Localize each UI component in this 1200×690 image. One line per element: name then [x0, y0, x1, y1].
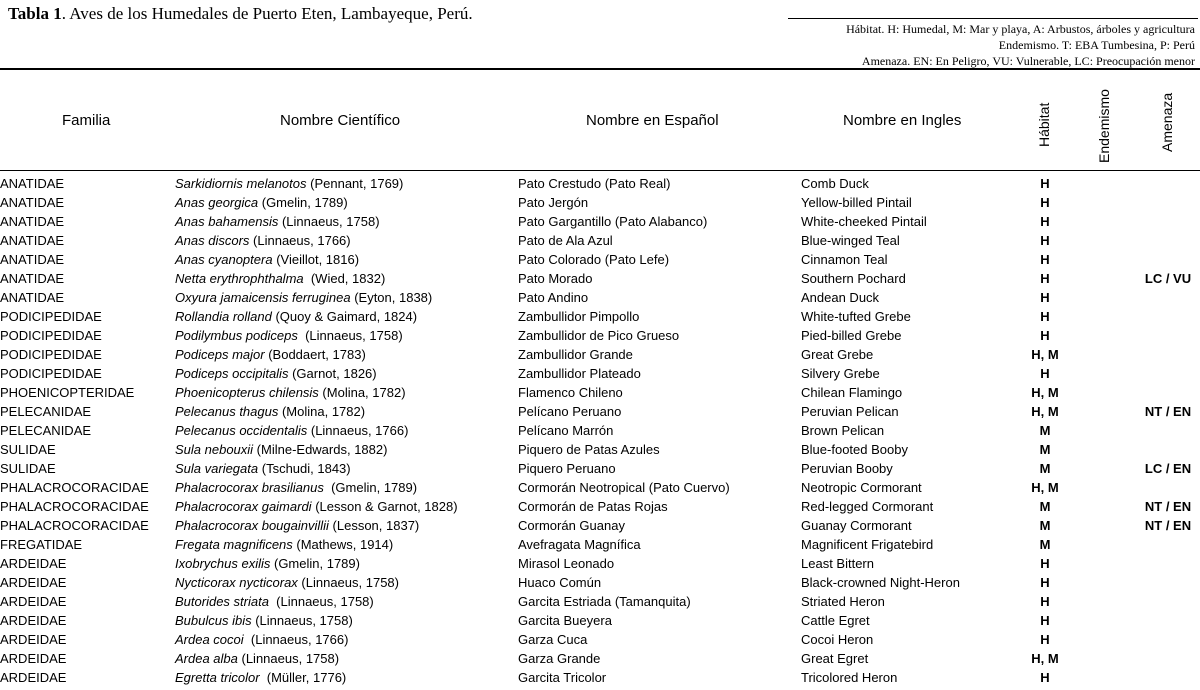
- cell-endemismo: [1089, 288, 1144, 307]
- scientific-author: (Boddaert, 1783): [264, 347, 366, 362]
- cell-endemismo: [1089, 269, 1144, 288]
- scientific-name: Oxyura jamaicensis ferruginea: [175, 290, 351, 305]
- cell-amenaza: [1144, 193, 1192, 212]
- header-endemismo: Endemismo: [1096, 89, 1112, 163]
- cell-endemismo: [1089, 516, 1144, 535]
- cell-familia: ANATIDAE: [0, 195, 65, 210]
- table-caption: [8, 4, 473, 24]
- cell-endemismo: [1089, 573, 1144, 592]
- cell-habitat: H, M: [1031, 347, 1059, 362]
- cell-habitat: M: [1039, 499, 1051, 514]
- scientific-author: (Linnaeus, 1758): [237, 651, 340, 666]
- cell-nombre-cientifico: [175, 478, 518, 497]
- scientific-author: (Vieillot, 1816): [272, 252, 360, 267]
- legend-habitat: Hábitat. H: Humedal, M: Mar y playa, A: Arbustos, árboles y agricultura: [846, 22, 1195, 36]
- cell-nombre-espanol: Piquero Peruano: [518, 461, 616, 476]
- table-row: [0, 459, 1192, 478]
- cell-habitat: H: [1040, 366, 1050, 381]
- scientific-author: (Linnaeus, 1766): [307, 423, 409, 438]
- cell-habitat: H: [1040, 214, 1050, 229]
- header-nombre-ingles: Nombre en Ingles: [843, 112, 962, 129]
- cell-nombre-cientifico: [175, 554, 518, 573]
- cell-nombre-ingles: Yellow-billed Pintail: [801, 195, 912, 210]
- cell-endemismo: [1089, 402, 1144, 421]
- cell-habitat: H: [1040, 556, 1050, 571]
- cell-habitat: H: [1040, 575, 1050, 590]
- cell-amenaza: [1144, 554, 1192, 573]
- cell-familia: PELECANIDAE: [0, 423, 92, 438]
- scientific-name: Podiceps occipitalis: [175, 366, 289, 381]
- cell-nombre-cientifico: [175, 193, 518, 212]
- cell-amenaza: [1144, 611, 1192, 630]
- cell-familia: PHALACROCORACIDAE: [0, 480, 149, 495]
- cell-habitat: M: [1039, 423, 1051, 438]
- cell-nombre-espanol: Cormorán de Patas Rojas: [518, 499, 668, 514]
- cell-endemismo: [1089, 630, 1144, 649]
- cell-nombre-ingles: White-cheeked Pintail: [801, 214, 927, 229]
- cell-habitat: H: [1040, 632, 1050, 647]
- table-row: [0, 193, 1192, 212]
- cell-nombre-ingles: White-tufted Grebe: [801, 309, 911, 324]
- scientific-name: Phalacrocorax bougainvillii: [175, 518, 329, 533]
- cell-nombre-cientifico: [175, 307, 518, 326]
- cell-nombre-espanol: Pato Colorado (Pato Lefe): [518, 252, 670, 267]
- cell-endemismo: [1089, 174, 1144, 193]
- scientific-name: Netta erythrophthalma: [175, 271, 304, 286]
- cell-nombre-cientifico: [175, 516, 518, 535]
- cell-familia: ARDEIDAE: [0, 651, 67, 666]
- cell-nombre-cientifico: [175, 174, 518, 193]
- cell-nombre-espanol: Cormorán Guanay: [518, 518, 625, 533]
- scientific-author: (Quoy & Gaimard, 1824): [271, 309, 418, 324]
- table-row: [0, 288, 1192, 307]
- scientific-author: (Linnaeus, 1766): [249, 233, 351, 248]
- scientific-name: Phalacrocorax brasilianus: [175, 480, 324, 495]
- cell-nombre-ingles: Southern Pochard: [801, 271, 906, 286]
- cell-nombre-cientifico: [175, 630, 518, 649]
- scientific-author: (Lesson, 1837): [328, 518, 420, 533]
- cell-endemismo: [1089, 307, 1144, 326]
- cell-amenaza: LC / EN: [1144, 461, 1192, 476]
- cell-familia: ANATIDAE: [0, 233, 65, 248]
- cell-endemismo: [1089, 383, 1144, 402]
- scientific-author: (Mathews, 1914): [292, 537, 394, 552]
- table-row: [0, 364, 1192, 383]
- cell-habitat: H: [1040, 271, 1050, 286]
- cell-amenaza: [1144, 345, 1192, 364]
- cell-nombre-ingles: Red-legged Cormorant: [801, 499, 934, 514]
- cell-nombre-espanol: Pato Gargantillo (Pato Alabanco): [518, 214, 708, 229]
- table-number: Tabla 1: [8, 4, 62, 23]
- scientific-author: (Linnaeus, 1758): [268, 594, 374, 609]
- cell-nombre-cientifico: [175, 535, 518, 554]
- cell-nombre-ingles: Magnificent Frigatebird: [801, 537, 934, 552]
- table-title: . Aves de los Humedales de Puerto Eten, Lambayeque, Perú.: [61, 4, 473, 23]
- cell-nombre-ingles: Andean Duck: [801, 290, 880, 305]
- scientific-name: Rollandia rolland: [175, 309, 272, 324]
- cell-nombre-espanol: Avefragata Magnífica: [518, 537, 641, 552]
- table-row: [0, 307, 1192, 326]
- cell-habitat: H: [1040, 176, 1050, 191]
- cell-endemismo: [1089, 440, 1144, 459]
- scientific-name: Anas discors: [175, 233, 250, 248]
- cell-nombre-ingles: Cocoi Heron: [801, 632, 874, 647]
- scientific-author: (Pennant, 1769): [306, 176, 404, 191]
- cell-amenaza: [1144, 326, 1192, 345]
- scientific-author: (Molina, 1782): [318, 385, 406, 400]
- cell-habitat: M: [1039, 461, 1051, 476]
- cell-endemismo: [1089, 497, 1144, 516]
- species-table: [0, 174, 1192, 687]
- cell-nombre-ingles: Peruvian Booby: [801, 461, 893, 476]
- cell-endemismo: [1089, 554, 1144, 573]
- cell-endemismo: [1089, 611, 1144, 630]
- cell-nombre-ingles: Blue-winged Teal: [801, 233, 900, 248]
- cell-amenaza: [1144, 592, 1192, 611]
- cell-endemismo: [1089, 421, 1144, 440]
- cell-nombre-cientifico: [175, 592, 518, 611]
- header-nombre-espanol: Nombre en Español: [586, 112, 719, 129]
- cell-habitat: H: [1040, 309, 1050, 324]
- cell-habitat: H: [1040, 328, 1050, 343]
- scientific-name: Phoenicopterus chilensis: [175, 385, 319, 400]
- cell-nombre-ingles: Neotropic Cormorant: [801, 480, 922, 495]
- cell-nombre-espanol: Garza Cuca: [518, 632, 588, 647]
- species-table-body: [0, 174, 1192, 687]
- cell-nombre-cientifico: [175, 288, 518, 307]
- cell-endemismo: [1089, 364, 1144, 383]
- cell-familia: ANATIDAE: [0, 214, 65, 229]
- cell-endemismo: [1089, 535, 1144, 554]
- table-row: [0, 440, 1192, 459]
- scientific-author: (Gmelin, 1789): [270, 556, 360, 571]
- cell-endemismo: [1089, 231, 1144, 250]
- cell-familia: SULIDAE: [0, 461, 56, 476]
- scientific-name: Nycticorax nycticorax: [175, 575, 298, 590]
- scientific-name: Egretta tricolor: [175, 670, 260, 685]
- cell-habitat: H: [1040, 195, 1050, 210]
- scientific-name: Ardea alba: [175, 651, 238, 666]
- cell-endemismo: [1089, 345, 1144, 364]
- cell-nombre-espanol: Pato Jergón: [518, 195, 589, 210]
- legend-amenaza: Amenaza. EN: En Peligro, VU: Vulnerable, LC: Preocupación menor: [861, 54, 1195, 68]
- cell-familia: ARDEIDAE: [0, 613, 67, 628]
- cell-nombre-ingles: Striated Heron: [801, 594, 885, 609]
- scientific-name: Sula variegata: [175, 461, 259, 476]
- cell-familia: PHOENICOPTERIDAE: [0, 385, 135, 400]
- scientific-author: (Linnaeus, 1758): [278, 214, 380, 229]
- scientific-author: (Linnaeus, 1758): [251, 613, 353, 628]
- cell-habitat: M: [1039, 537, 1051, 552]
- cell-nombre-cientifico: [175, 649, 518, 668]
- cell-habitat: H: [1040, 594, 1050, 609]
- cell-nombre-espanol: Mirasol Leonado: [518, 556, 615, 571]
- cell-habitat: H, M: [1031, 385, 1059, 400]
- cell-nombre-ingles: Chilean Flamingo: [801, 385, 903, 400]
- cell-nombre-ingles: Brown Pelican: [801, 423, 885, 438]
- cell-nombre-espanol: Pato Crestudo (Pato Real): [518, 176, 671, 191]
- scientific-name: Podilymbus podiceps: [175, 328, 298, 343]
- cell-endemismo: [1089, 326, 1144, 345]
- cell-familia: ANATIDAE: [0, 271, 65, 286]
- scientific-name: Anas cyanoptera: [175, 252, 273, 267]
- cell-familia: PODICIPEDIDAE: [0, 309, 102, 324]
- scientific-author: (Wied, 1832): [303, 271, 386, 286]
- scientific-name: Pelecanus thagus: [175, 404, 279, 419]
- cell-familia: PODICIPEDIDAE: [0, 347, 102, 362]
- table-row: [0, 630, 1192, 649]
- cell-nombre-espanol: Huaco Común: [518, 575, 602, 590]
- table-row: [0, 611, 1192, 630]
- cell-nombre-espanol: Garcita Estriada (Tamanquita): [518, 594, 691, 609]
- header-familia: Familia: [62, 112, 111, 129]
- header-bottom-rule: [0, 170, 1200, 171]
- cell-amenaza: [1144, 364, 1192, 383]
- cell-nombre-ingles: Comb Duck: [801, 176, 869, 191]
- cell-nombre-espanol: Zambullidor Grande: [518, 347, 633, 362]
- cell-nombre-ingles: Great Egret: [801, 651, 869, 666]
- cell-nombre-ingles: Pied-billed Grebe: [801, 328, 902, 343]
- cell-nombre-cientifico: [175, 231, 518, 250]
- cell-nombre-cientifico: [175, 573, 518, 592]
- cell-familia: PODICIPEDIDAE: [0, 328, 102, 343]
- cell-amenaza: NT / EN: [1144, 404, 1192, 419]
- header-top-rule: [0, 68, 1200, 70]
- cell-habitat: H: [1040, 252, 1050, 267]
- cell-familia: ARDEIDAE: [0, 632, 67, 647]
- table-row: [0, 345, 1192, 364]
- table-row: [0, 231, 1192, 250]
- scientific-author: (Linnaeus, 1758): [297, 575, 399, 590]
- scientific-author: (Milne-Edwards, 1882): [253, 442, 388, 457]
- legend-divider: [788, 18, 1198, 19]
- cell-nombre-espanol: Pelícano Marrón: [518, 423, 614, 438]
- cell-familia: PELECANIDAE: [0, 404, 92, 419]
- cell-nombre-espanol: Pato Andino: [518, 290, 589, 305]
- table-row: [0, 212, 1192, 231]
- cell-habitat: H: [1040, 670, 1050, 685]
- header-habitat: Hábitat: [1036, 102, 1052, 147]
- cell-endemismo: [1089, 668, 1144, 687]
- scientific-author: (Molina, 1782): [278, 404, 366, 419]
- table-row: [0, 250, 1192, 269]
- scientific-name: Pelecanus occidentalis: [175, 423, 308, 438]
- cell-nombre-cientifico: [175, 345, 518, 364]
- table-row: [0, 421, 1192, 440]
- cell-familia: ANATIDAE: [0, 176, 65, 191]
- cell-amenaza: LC / VU: [1144, 271, 1192, 286]
- cell-familia: ANATIDAE: [0, 252, 65, 267]
- scientific-name: Podiceps major: [175, 347, 265, 362]
- table-row: [0, 516, 1192, 535]
- header-nombre-cientifico: Nombre Científico: [280, 112, 401, 129]
- scientific-author: (Linnaeus, 1766): [243, 632, 349, 647]
- cell-endemismo: [1089, 478, 1144, 497]
- cell-amenaza: NT / EN: [1144, 518, 1192, 533]
- scientific-name: Anas georgica: [175, 195, 259, 210]
- cell-familia: PODICIPEDIDAE: [0, 366, 102, 381]
- cell-nombre-espanol: Pato Morado: [518, 271, 593, 286]
- cell-familia: PHALACROCORACIDAE: [0, 499, 149, 514]
- cell-familia: ARDEIDAE: [0, 575, 67, 590]
- cell-habitat: H: [1040, 290, 1050, 305]
- cell-nombre-cientifico: [175, 497, 518, 516]
- cell-endemismo: [1089, 193, 1144, 212]
- table-row: [0, 478, 1192, 497]
- cell-nombre-ingles: Least Bittern: [801, 556, 874, 571]
- cell-nombre-cientifico: [175, 611, 518, 630]
- cell-habitat: M: [1039, 442, 1051, 457]
- cell-nombre-ingles: Tricolored Heron: [801, 670, 898, 685]
- cell-amenaza: NT / EN: [1144, 499, 1192, 514]
- scientific-author: (Gmelin, 1789): [323, 480, 418, 495]
- cell-endemismo: [1089, 649, 1144, 668]
- cell-nombre-espanol: Zambullidor Plateado: [518, 366, 641, 381]
- cell-amenaza: [1144, 421, 1192, 440]
- scientific-name: Bubulcus ibis: [175, 613, 252, 628]
- cell-amenaza: [1144, 212, 1192, 231]
- cell-familia: ARDEIDAE: [0, 670, 67, 685]
- scientific-name: Sula nebouxii: [175, 442, 254, 457]
- cell-amenaza: [1144, 573, 1192, 592]
- table-row: [0, 174, 1192, 193]
- scientific-name: Butorides striata: [175, 594, 269, 609]
- table-row: [0, 554, 1192, 573]
- scientific-name: Anas bahamensis: [175, 214, 279, 229]
- cell-endemismo: [1089, 459, 1144, 478]
- cell-amenaza: [1144, 250, 1192, 269]
- cell-nombre-espanol: Zambullidor Pimpollo: [518, 309, 640, 324]
- cell-nombre-ingles: Black-crowned Night-Heron: [801, 575, 960, 590]
- scientific-author: (Müller, 1776): [259, 670, 347, 685]
- cell-amenaza: [1144, 231, 1192, 250]
- cell-nombre-espanol: Cormorán Neotropical (Pato Cuervo): [518, 480, 730, 495]
- cell-nombre-espanol: Pelícano Peruano: [518, 404, 622, 419]
- scientific-name: Ixobrychus exilis: [175, 556, 271, 571]
- cell-nombre-ingles: Cinnamon Teal: [801, 252, 888, 267]
- table-row: [0, 649, 1192, 668]
- cell-nombre-espanol: Garcita Bueyera: [518, 613, 612, 628]
- cell-familia: ARDEIDAE: [0, 594, 67, 609]
- cell-nombre-cientifico: [175, 383, 518, 402]
- table-row: [0, 402, 1192, 421]
- scientific-author: (Garnot, 1826): [288, 366, 377, 381]
- cell-habitat: H, M: [1031, 651, 1059, 666]
- cell-endemismo: [1089, 592, 1144, 611]
- scientific-author: (Tschudi, 1843): [258, 461, 351, 476]
- cell-amenaza: [1144, 649, 1192, 668]
- scientific-author: (Eyton, 1838): [350, 290, 433, 305]
- cell-habitat: H, M: [1031, 480, 1059, 495]
- table-row: [0, 535, 1192, 554]
- cell-nombre-espanol: Flamenco Chileno: [518, 385, 623, 400]
- cell-nombre-cientifico: [175, 269, 518, 288]
- cell-nombre-espanol: Pato de Ala Azul: [518, 233, 613, 248]
- cell-nombre-ingles: Great Grebe: [801, 347, 874, 362]
- cell-nombre-espanol: Zambullidor de Pico Grueso: [518, 328, 680, 343]
- scientific-author: (Lesson & Garnot, 1828): [311, 499, 458, 514]
- cell-nombre-ingles: Blue-footed Booby: [801, 442, 908, 457]
- cell-familia: ANATIDAE: [0, 290, 65, 305]
- cell-habitat: H, M: [1031, 404, 1059, 419]
- cell-nombre-cientifico: [175, 364, 518, 383]
- table-row: [0, 668, 1192, 687]
- cell-nombre-cientifico: [175, 668, 518, 687]
- cell-nombre-cientifico: [175, 440, 518, 459]
- scientific-name: Ardea cocoi: [175, 632, 244, 647]
- cell-nombre-cientifico: [175, 402, 518, 421]
- cell-amenaza: [1144, 307, 1192, 326]
- cell-nombre-ingles: Peruvian Pelican: [801, 404, 899, 419]
- cell-nombre-cientifico: [175, 250, 518, 269]
- cell-nombre-ingles: Cattle Egret: [801, 613, 870, 628]
- cell-nombre-ingles: Guanay Cormorant: [801, 518, 912, 533]
- legend-endemismo: Endemismo. T: EBA Tumbesina, P: Perú: [998, 38, 1195, 52]
- scientific-name: Fregata magnificens: [175, 537, 293, 552]
- cell-nombre-cientifico: [175, 459, 518, 478]
- cell-nombre-cientifico: [175, 326, 518, 345]
- cell-familia: ARDEIDAE: [0, 556, 67, 571]
- scientific-author: (Linnaeus, 1758): [297, 328, 403, 343]
- cell-nombre-espanol: Piquero de Patas Azules: [518, 442, 660, 457]
- cell-nombre-espanol: Garcita Tricolor: [518, 670, 607, 685]
- cell-familia: SULIDAE: [0, 442, 56, 457]
- table-row: [0, 573, 1192, 592]
- scientific-name: Sarkidiornis melanotos: [175, 176, 307, 191]
- cell-amenaza: [1144, 288, 1192, 307]
- cell-nombre-espanol: Garza Grande: [518, 651, 601, 666]
- cell-amenaza: [1144, 535, 1192, 554]
- cell-endemismo: [1089, 212, 1144, 231]
- cell-amenaza: [1144, 630, 1192, 649]
- table-legend: [846, 21, 1195, 69]
- cell-nombre-cientifico: [175, 421, 518, 440]
- table-row: [0, 497, 1192, 516]
- table-row: [0, 592, 1192, 611]
- header-amenaza: Amenaza: [1159, 92, 1175, 152]
- cell-amenaza: [1144, 478, 1192, 497]
- cell-endemismo: [1089, 250, 1144, 269]
- cell-familia: FREGATIDAE: [0, 537, 83, 552]
- cell-habitat: H: [1040, 233, 1050, 248]
- cell-nombre-ingles: Silvery Grebe: [801, 366, 880, 381]
- table-row: [0, 383, 1192, 402]
- cell-habitat: H: [1040, 613, 1050, 628]
- cell-familia: PHALACROCORACIDAE: [0, 518, 149, 533]
- cell-amenaza: [1144, 383, 1192, 402]
- cell-amenaza: [1144, 668, 1192, 687]
- table-row: [0, 269, 1192, 288]
- cell-amenaza: [1144, 174, 1192, 193]
- cell-amenaza: [1144, 440, 1192, 459]
- scientific-name: Phalacrocorax gaimardi: [175, 499, 312, 514]
- cell-nombre-cientifico: [175, 212, 518, 231]
- cell-habitat: M: [1039, 518, 1051, 533]
- table-row: [0, 326, 1192, 345]
- scientific-author: (Gmelin, 1789): [258, 195, 348, 210]
